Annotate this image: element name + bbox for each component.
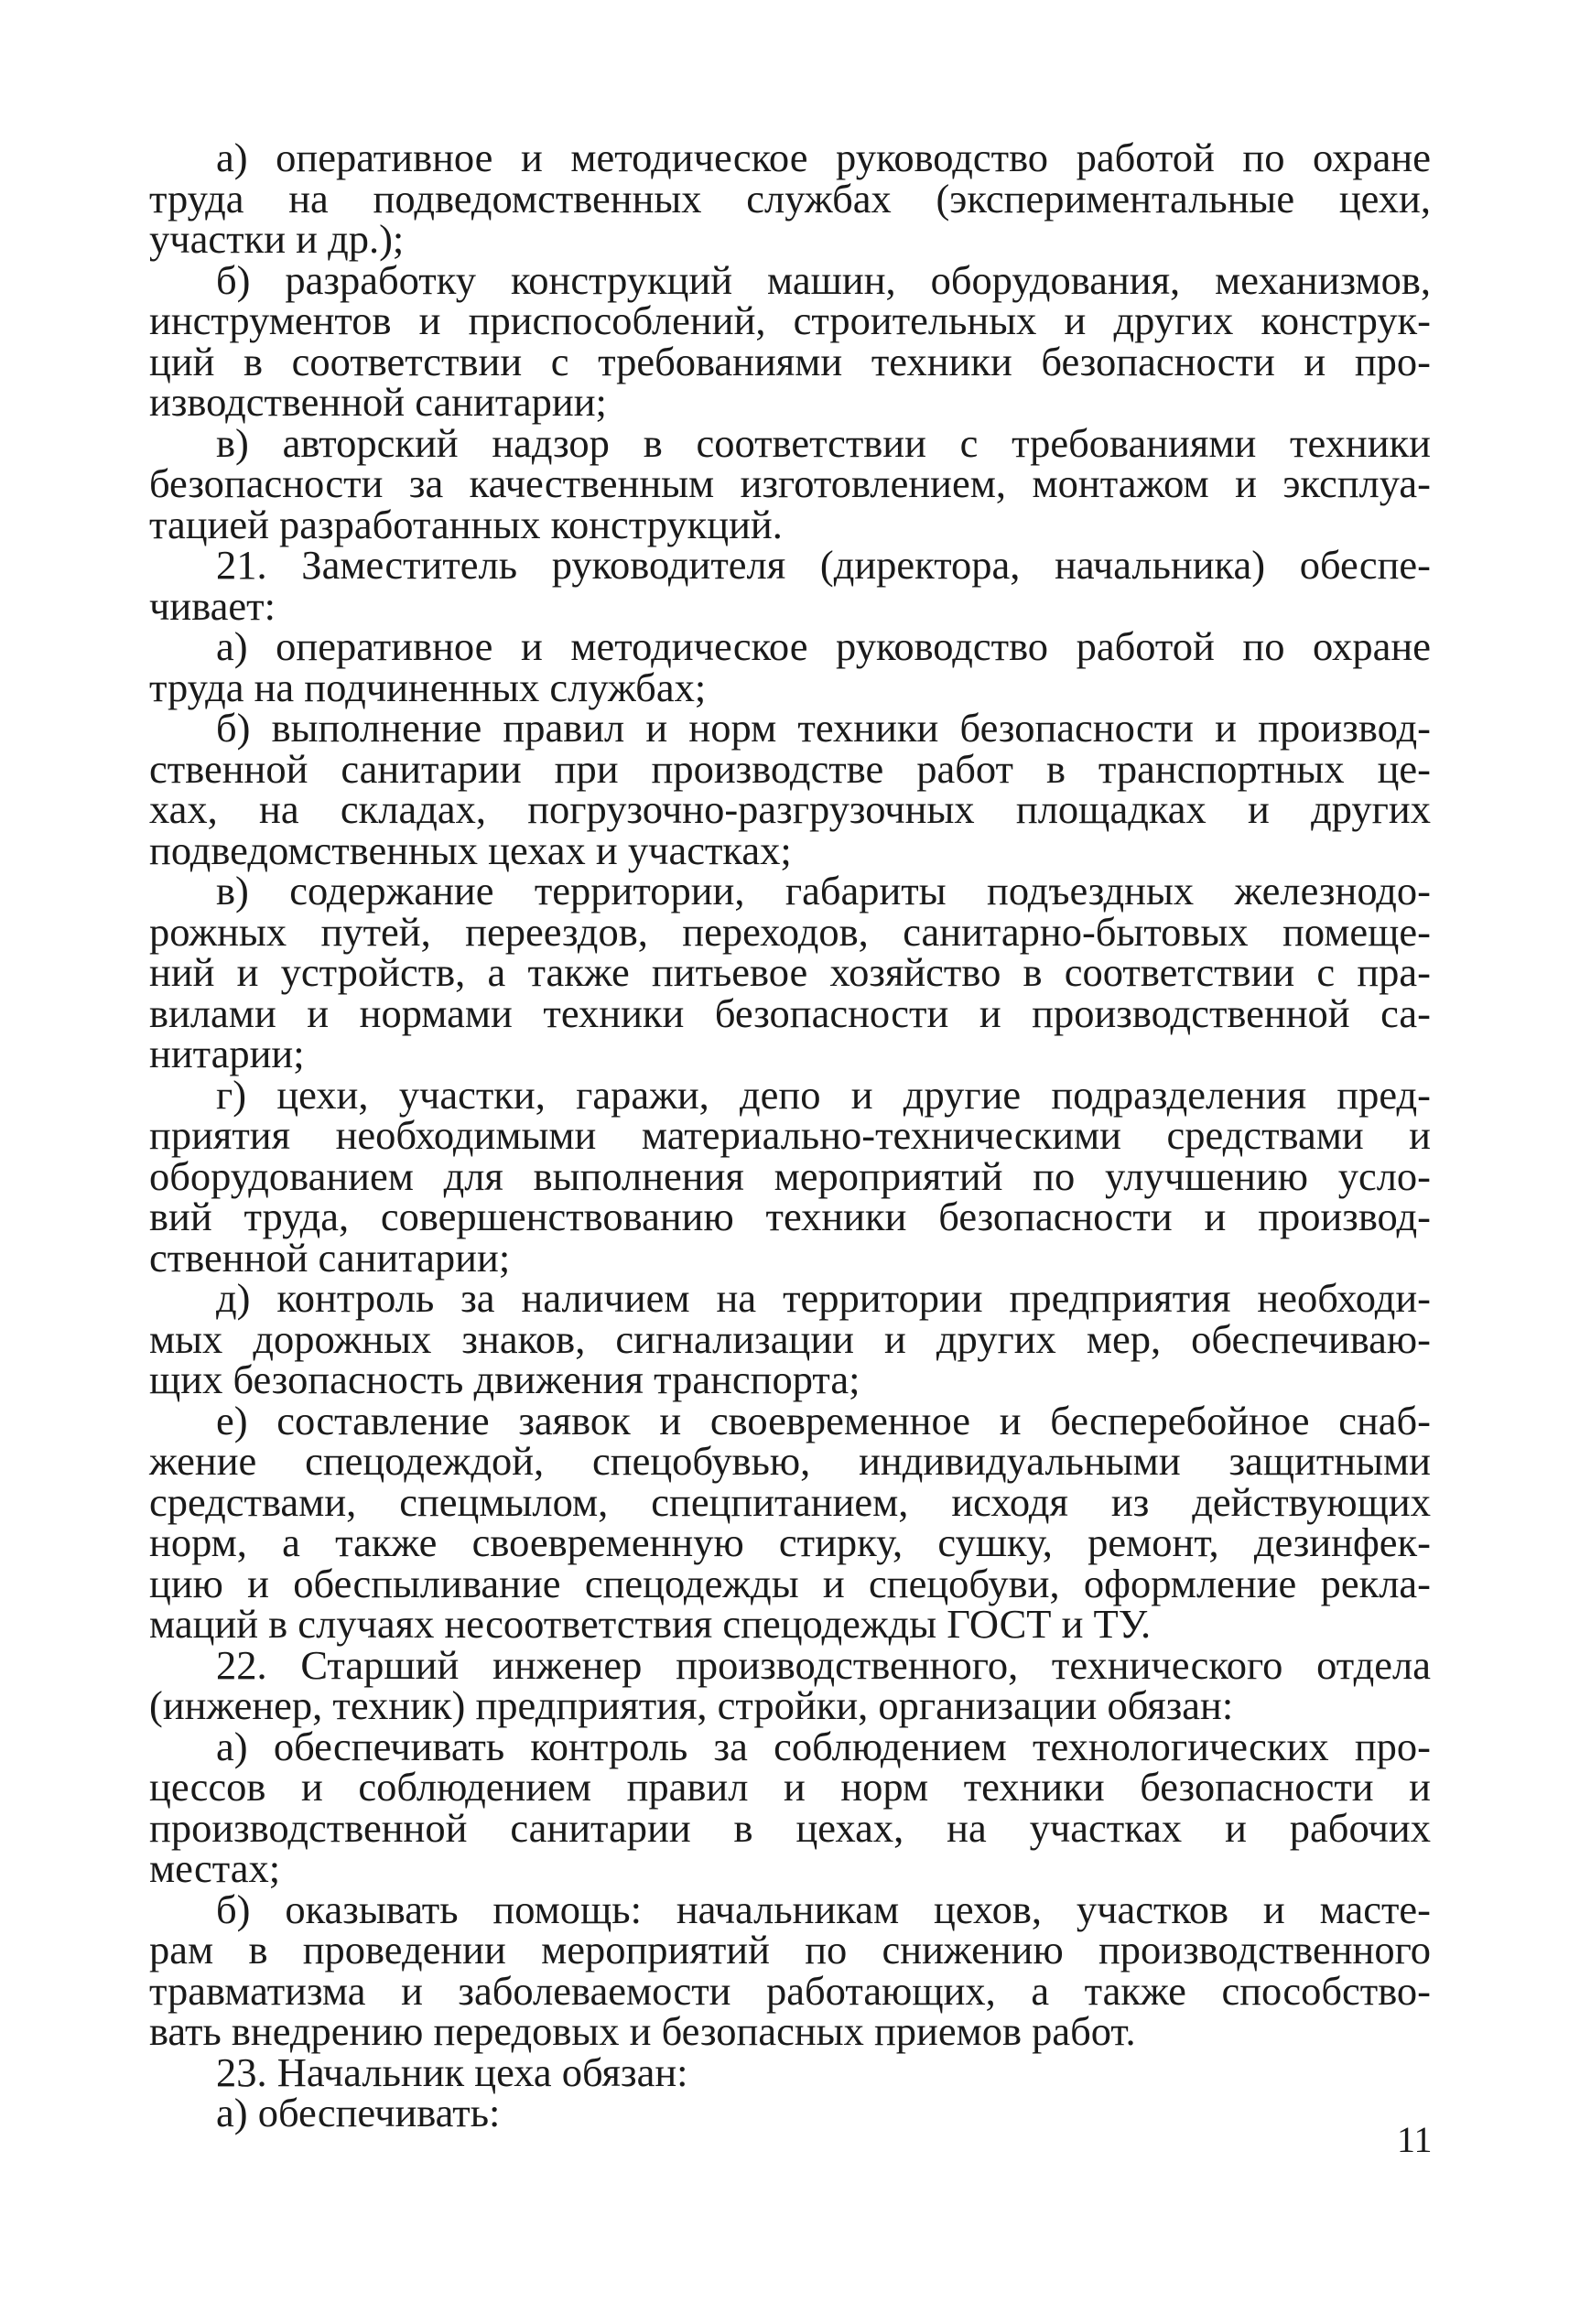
text-line: в) авторский надзор в соответствии с требованиями техники [216, 419, 1431, 466]
page-text [149, 137, 1431, 2134]
text-line: приятия необходимыми материально-техническими средствами и [149, 1112, 1431, 1158]
text-line: участки и др.); [149, 216, 405, 262]
text-line: д) контроль за наличием на территории предприятия необходи- [216, 1275, 1431, 1321]
text-line: производственной санитарии в цехах, на участках и рабочих [149, 1804, 1431, 1851]
text-line: оборудованием для выполнения мероприятий по улучшению усло- [149, 1152, 1431, 1199]
text-line: ственной санитарии при производстве работ в транспортных це- [149, 745, 1431, 792]
page-number: 11 [1397, 2119, 1433, 2160]
text-line: вий труда, совершенствованию техники безопасности и производ- [149, 1194, 1431, 1239]
text-line: мых дорожных знаков, сигнализации и других мер, обеспечиваю- [149, 1315, 1431, 1362]
text-line: изводственной санитарии; [149, 379, 607, 425]
text-line: хах, на складах, погрузочно-разгрузочных площадках и других [149, 786, 1431, 832]
text-line: щих безопасность движения транспорта; [149, 1357, 860, 1402]
text-line: 21. Заместитель руководителя (директора, начальника) обеспе- [216, 542, 1431, 588]
text-line: б) оказывать помощь: начальникам цехов, участков и масте- [216, 1886, 1431, 1932]
text-line: подведомственных цехах и участках; [149, 827, 792, 873]
text-line: г) цехи, участки, гаражи, депо и другие подразделения пред- [216, 1071, 1431, 1118]
text-line: цию и обеспыливание спецодежды и спецобуви, оформление рекла- [149, 1560, 1431, 1606]
text-line: тацией разработанных конструкций. [149, 501, 783, 547]
text-line: чивает: [149, 582, 276, 629]
text-line: а) оперативное и методическое руководство работой по охране [216, 135, 1431, 180]
text-line: труда на подведомственных службах (экспериментальные цехи, [149, 175, 1431, 222]
text-line: рам в проведении мероприятий по снижению производственного [149, 1927, 1431, 1973]
text-line: а) обеспечивать: [216, 2090, 501, 2135]
text-line: местах; [149, 1845, 281, 1891]
text-line: в) содержание территории, габариты подъездных железнодо- [216, 868, 1431, 913]
text-line: вилами и нормами техники безопасности и производственной са- [149, 989, 1431, 1036]
text-line: норм, а также своевременную стирку, сушку, ремонт, дезинфек- [149, 1519, 1431, 1565]
text-line: ний и устройств, а также питьевое хозяйство в соответствии с пра- [149, 949, 1431, 995]
text-line: 22. Старший инженер производственного, технического отдела [216, 1641, 1431, 1688]
text-line: а) обеспечивать контроль за соблюдением технологических про- [216, 1723, 1431, 1769]
text-line: б) разработку конструкций машин, оборудования, механизмов, [216, 256, 1431, 303]
text-line: вать внедрению передовых и безопасных приемов работ. [149, 2008, 1136, 2054]
text-line: рожных путей, переездов, переходов, санитарно-бытовых помеще- [149, 908, 1431, 955]
text-line: ций в соответствии с требованиями техники безопасности и про- [149, 338, 1431, 384]
text-line: жение спецодеждой, спецобувью, индивидуальными защитными [149, 1438, 1431, 1484]
text-line: средствами, спецмылом, спецпитанием, исходя из действующих [149, 1478, 1431, 1525]
text-line: ственной санитарии; [149, 1234, 511, 1281]
text-line: (инженер, техник) предприятия, стройки, организации обязан: [149, 1682, 1234, 1728]
text-line: б) выполнение правил и норм техники безопасности и производ- [216, 705, 1431, 751]
text-line: нитарии; [149, 1031, 305, 1076]
text-line: маций в случаях несоответствия спецодежды ГОСТ и ТУ. [149, 1601, 1152, 1647]
text-line: а) оперативное и методическое руководство работой по охране [216, 623, 1431, 669]
text-line: 23. Начальник цеха обязан: [216, 2048, 688, 2095]
text-line: инструментов и приспособлений, строительных и других конструк- [149, 297, 1431, 343]
text-line: е) составление заявок и своевременное и бесперебойное снаб- [216, 1397, 1431, 1443]
text-line: травматизма и заболеваемости работающих, а также способство- [149, 1967, 1431, 2014]
text-line: труда на подчиненных службах; [149, 664, 707, 710]
text-line: безопасности за качественным изготовлением, монтажом и эксплуа- [149, 460, 1431, 506]
text-line: цессов и соблюдением правил и норм техники безопасности и [149, 1764, 1431, 1810]
